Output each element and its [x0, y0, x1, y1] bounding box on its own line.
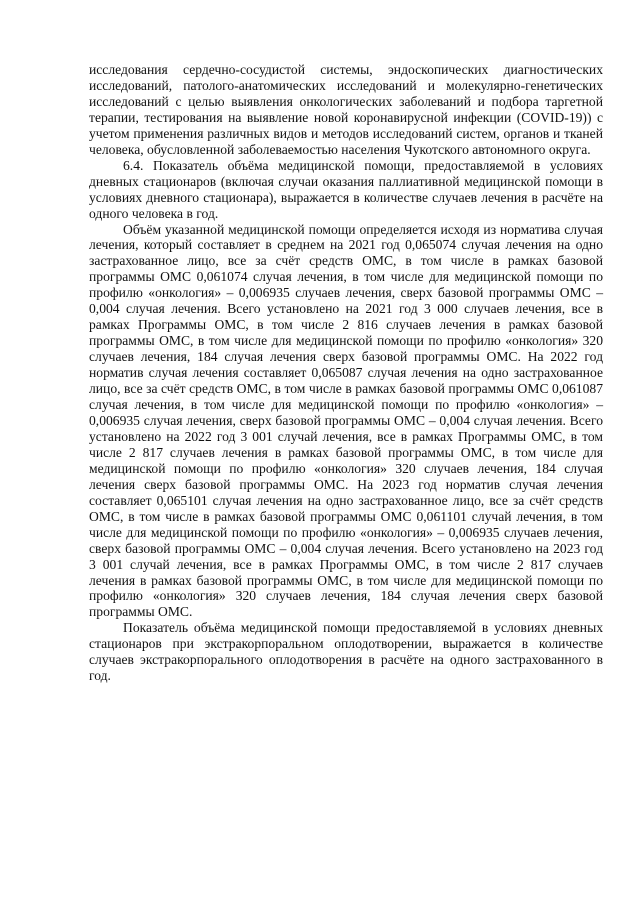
paragraph-ivf-indicator: Показатель объёма медицинской помощи предоставляемой в условиях дневных стационаров при экстракорпоральном оплодотворении, выражается в количестве случаев экстракорпорального оплодотворения в расчёте на одного застрахованного в год.	[89, 620, 603, 684]
paragraph-treatment-norms: Объём указанной медицинской помощи определяется исходя из норматива случая лечения, который составляет в среднем на 2021 год 0,065074 случая лечения на одно застрахованное лицо, все за счёт средств ОМС, в том числе в рамках базовой программы ОМС 0,061074 случая лечения, в том числе для медицинской помощи по профилю «онкология» – 0,006935 случаев лечения, сверх базовой программы ОМС – 0,004 случая лечения. Всего установлено на 2021 год 3 000 случаев лечения, все в рамках Программы ОМС, в том числе 2 816 случаев лечения в рамках базовой программы ОМС, в том числе для медицинской помощи по профилю «онкология» 320 случаев лечения, 184 случая лечения сверх базовой программы ОМС. На 2022 год норматив случая лечения составляет 0,065087 случая лечения на одно застрахованное лицо, все за счёт средств ОМС, в том числе в рамках базовой программы ОМС 0,061087 случая лечения, в том числе для медицинской помощи по профилю «онкология» – 0,006935 случая лечения, сверх базовой программы ОМС – 0,004 случая лечения. Всего установлено на 2022 год 3 001 случай лечения, все в рамках Программы ОМС, в том числе 2 817 случаев лечения в рамках базовой программы ОМС, в том числе для медицинской помощи по профилю «онкология» 320 случаев лечения, 184 случая лечения сверх базовой программы ОМС. На 2023 год норматив случая лечения составляет 0,065101 случая лечения на одно застрахованное лицо, все за счёт средств ОМС, в том числе в рамках базовой программы ОМС 0,061101 случай лечения, в том числе для медицинской помощи по профилю «онкология» – 0,006935 случаев лечения, сверх базовой программы ОМС – 0,004 случая лечения. Всего установлено на 2023 год 3 001 случай лечения, все в рамках Программы ОМС, в том числе 2 817 случаев лечения в рамках базовой программы ОМС, в том числе для медицинской помощи по профилю «онкология» 320 случаев лечения, 184 случая лечения сверх базовой программы ОМС.	[89, 221, 603, 620]
paragraph-research-continuation: исследования сердечно-сосудистой системы, эндоскопических диагностических исследований, патолого-анатомических исследований и молекулярно-генетических исследований с целью выявления онкологических заболеваний и подбора таргетной терапии, тестирования на выявление новой коронавирусной инфекции (COVID-19)) с учетом применения различных видов и методов исследований систем, органов и тканей человека, обусловленной заболеваемостью населения Чукотского автономного округа.	[89, 62, 603, 157]
document-body	[89, 62, 603, 684]
paragraph-6-4-day-hospital-indicator: 6.4. Показатель объёма медицинской помощи, предоставляемой в условиях дневных стационаров (включая случаи оказания паллиативной медицинской помощи в условиях дневного стационара), выражается в количестве случаев лечения в расчёте на одного человека в год.	[89, 157, 603, 221]
